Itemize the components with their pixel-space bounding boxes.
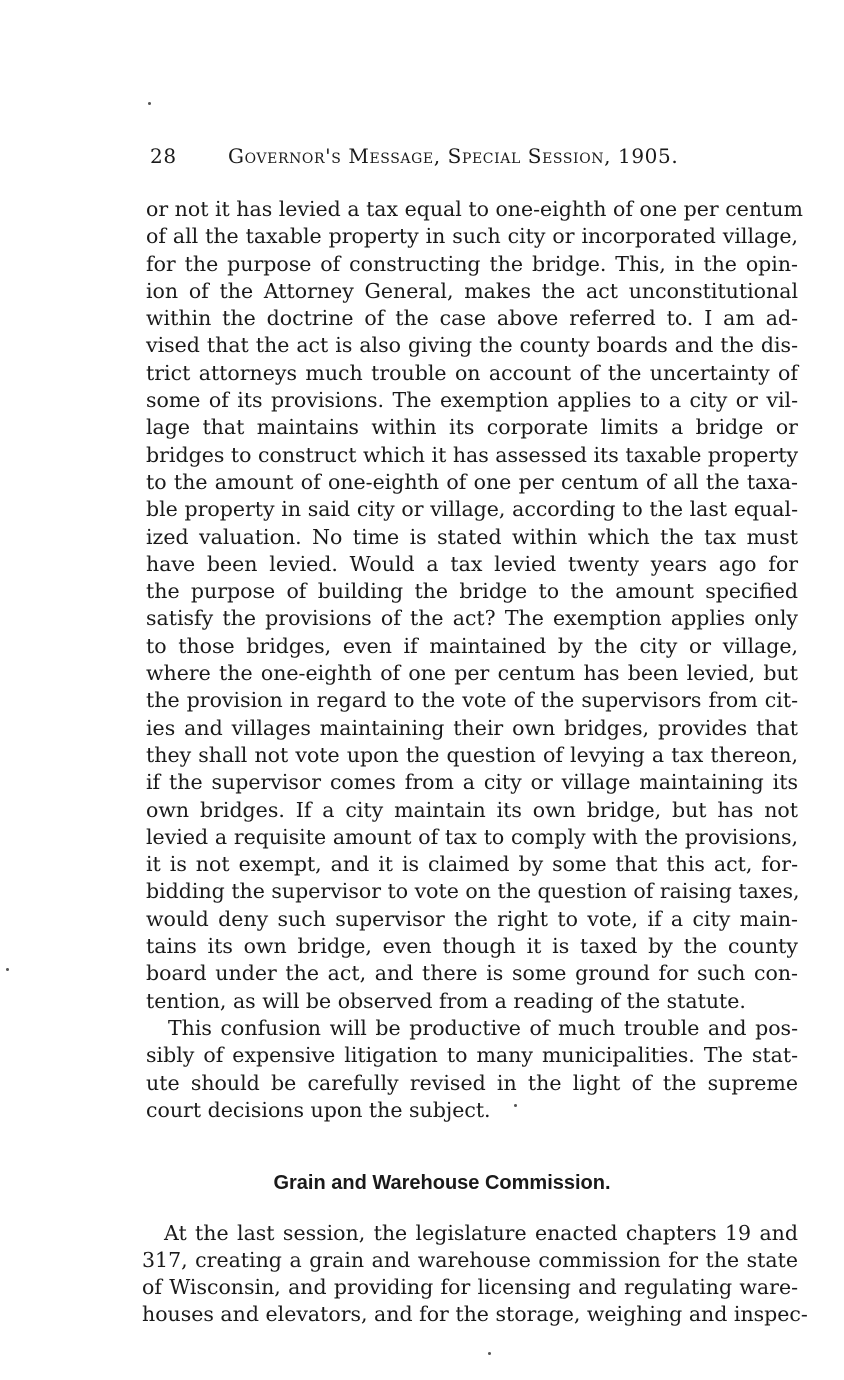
text-line: ute should be carefully revised in the light of the supreme bbox=[146, 1070, 798, 1095]
text-line: for the purpose of constructing the bridge. This, in the opin- bbox=[146, 251, 798, 276]
text-line: bidding the supervisor to vote on the question of raising taxes, bbox=[146, 879, 800, 904]
text-line: levied a requisite amount of tax to comply with the provisions, bbox=[146, 824, 798, 849]
text-line: board under the act, and there is some ground for such con- bbox=[146, 961, 798, 986]
paper-speck bbox=[514, 1104, 517, 1107]
text-line: if the supervisor comes from a city or village maintaining its bbox=[146, 770, 798, 795]
paper-speck bbox=[148, 102, 151, 105]
text-line: lage that maintains within its corporate limits a bridge or bbox=[146, 415, 798, 440]
text-line: where the one-eighth of one per centum has been levied, but bbox=[146, 661, 798, 686]
body-text-section-1 bbox=[146, 196, 803, 1124]
text-line: of all the taxable property in such city or incorporated village, bbox=[146, 224, 798, 249]
text-line: sibly of expensive litigation to many municipalities. The stat- bbox=[146, 1043, 798, 1068]
text-line: 317, creating a grain and warehouse commission for the state bbox=[142, 1248, 798, 1272]
section-heading: Grain and Warehouse Commission. bbox=[273, 1172, 611, 1194]
body-text-section-2 bbox=[142, 1220, 808, 1328]
running-title: Governor's Message, Special Session, 1905. bbox=[228, 144, 679, 168]
text-line: to the amount of one-eighth of one per centum of all the taxa- bbox=[146, 469, 798, 494]
paper-speck bbox=[488, 1352, 491, 1355]
text-line: it is not exempt, and it is claimed by some that this act, for- bbox=[146, 852, 798, 877]
text-line: they shall not vote upon the question of levying a tax thereon, bbox=[146, 742, 798, 767]
text-line: This confusion will be productive of much trouble and pos- bbox=[168, 1015, 798, 1040]
text-line: houses and elevators, and for the storage, weighing and inspec- bbox=[142, 1302, 808, 1326]
text-line: At the last session, the legislature enacted chapters 19 and bbox=[164, 1221, 798, 1245]
text-line: ized valuation. No time is stated within which the tax must bbox=[146, 524, 798, 549]
text-line: vised that the act is also giving the county boards and the dis- bbox=[146, 333, 798, 358]
text-line: tention, as will be observed from a reading of the statute. bbox=[146, 988, 746, 1013]
text-line: have been levied. Would a tax levied twenty years ago for bbox=[146, 551, 798, 576]
text-line: trict attorneys much trouble on account of the uncertainty of bbox=[146, 360, 798, 385]
text-line: or not it has levied a tax equal to one-eighth of one per centum bbox=[146, 197, 803, 221]
text-line: some of its provisions. The exemption applies to a city or vil- bbox=[146, 388, 798, 413]
text-line: ble property in said city or village, according to the last equal- bbox=[146, 497, 798, 522]
page-number: 28 bbox=[150, 144, 177, 168]
text-line: the provision in regard to the vote of the supervisors from cit- bbox=[146, 688, 798, 713]
text-line: would deny such supervisor the right to vote, if a city main- bbox=[146, 906, 798, 931]
text-line: court decisions upon the subject. bbox=[146, 1097, 491, 1122]
running-header bbox=[150, 144, 800, 176]
text-line: the purpose of building the bridge to the amount specified bbox=[146, 579, 798, 604]
text-line: of Wisconsin, and providing for licensing and regulating ware- bbox=[142, 1275, 798, 1299]
text-line: ies and villages maintaining their own bridges, provides that bbox=[146, 715, 798, 740]
paper-speck bbox=[6, 968, 9, 971]
text-line: bridges to construct which it has assessed its taxable property bbox=[146, 442, 799, 467]
text-line: within the doctrine of the case above referred to. I am ad- bbox=[146, 306, 798, 331]
text-line: own bridges. If a city maintain its own bridge, but has not bbox=[146, 797, 798, 822]
text-line: to those bridges, even if maintained by the city or village, bbox=[146, 633, 798, 658]
text-line: satisfy the provisions of the act? The exemption applies only bbox=[146, 606, 798, 631]
text-line: tains its own bridge, even though it is taxed by the county bbox=[146, 934, 798, 959]
text-line: ion of the Attorney General, makes the act unconstitutional bbox=[146, 278, 798, 303]
